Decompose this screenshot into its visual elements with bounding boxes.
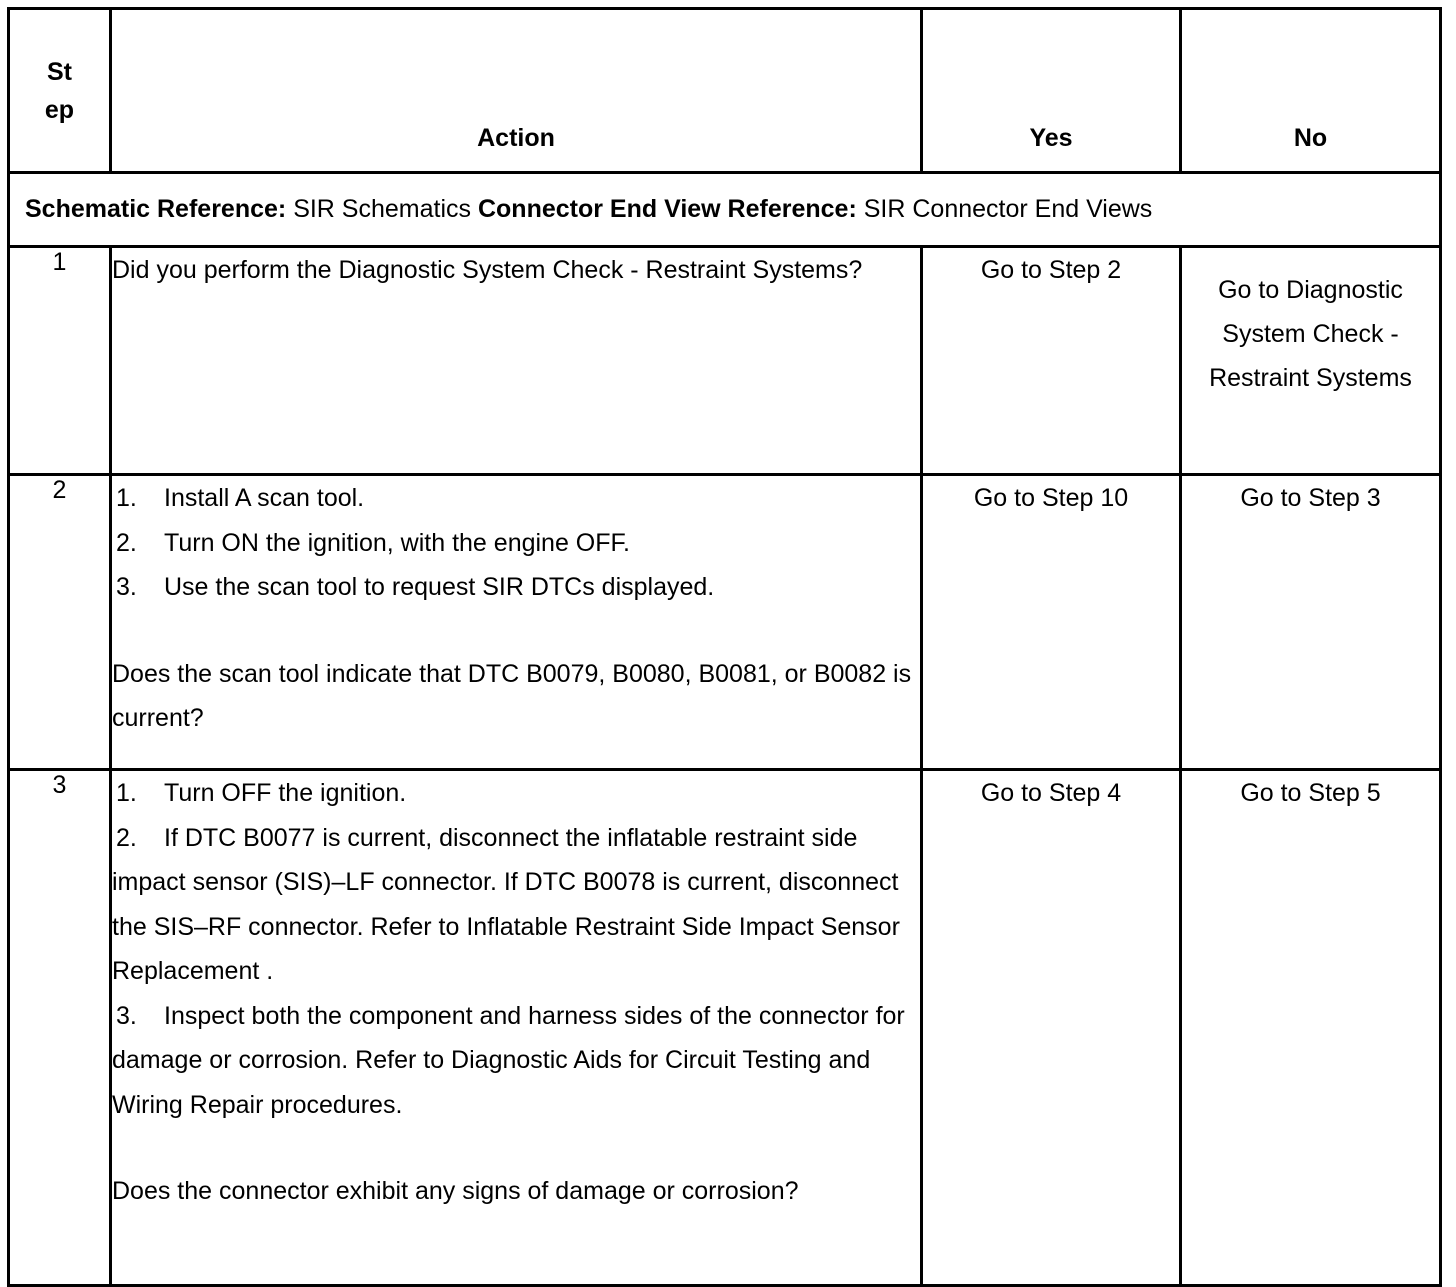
header-action: Action [111,9,922,173]
header-no: No [1181,9,1441,173]
yes-cell [922,247,1181,475]
list-item: 3. Inspect both the component and harness sides of the connector for damage or corrosion. Refer to Diagnostic Aids for Circuit Testing and Wiring Repair procedures. [112,1001,905,1119]
no-cell [1181,247,1441,475]
list-item-text: If DTC B0077 is current, disconnect the inflatable restraint side impact sensor (SIS)–LF connector. If DTC B0078 is current, disconnect the SIS–RF connector. Refer to Inflatable Restraint Side Impact Sensor Replacement . [112,823,900,985]
schematic-reference-label: Schematic Reference: [25,195,287,223]
yes-cell [922,475,1181,770]
list-item: 2. Turn ON the ignition, with the engine OFF. [116,528,630,557]
step-question: Does the scan tool indicate that DTC B0079, B0080, B0081, or B0082 is current? [112,659,912,732]
table-row [9,475,1441,770]
yes-cell [922,770,1181,1286]
table-header-row [9,9,1441,173]
list-item: 3. Use the scan tool to request SIR DTCs displayed. [116,573,715,601]
header-step [9,9,111,173]
reference-cell [9,173,1441,247]
connector-reference-label: Connector End View Reference: [477,195,857,223]
header-step-line1: St [47,57,72,86]
no-link[interactable]: Go to Step 5 [1240,779,1381,807]
list-item-text: Install A scan tool. [164,484,365,512]
reference-row [9,173,1441,247]
yes-link[interactable]: Go to Step 10 [973,484,1129,512]
list-item: 1. Install A scan tool. [116,484,365,512]
action-cell [111,247,922,475]
list-item: 2. If DTC B0077 is current, disconnect the inflatable restraint side impact sensor (SIS)–LF connector. If DTC B0078 is current, disconnect the SIS–RF connector. Refer to Inflatable Restraint Side Impact Sensor Replacement . [112,823,900,985]
yes-link[interactable]: Go to Step 4 [980,779,1122,807]
action-cell [111,475,922,770]
list-item-text: Turn OFF the ignition. [164,779,407,807]
no-link[interactable]: Go to Step 3 [1240,484,1381,512]
step-number: 1 [9,247,111,475]
schematic-reference-link[interactable]: SIR Schematics [293,195,472,223]
table-row [9,770,1441,1286]
diagnostic-table [7,7,1442,1287]
step-number: 3 [9,770,111,1286]
list-item-text: Use the scan tool to request SIR DTCs displayed. [164,573,715,601]
header-yes: Yes [922,9,1181,173]
list-item: 1. Turn OFF the ignition. [116,779,407,807]
yes-link[interactable]: Go to Step 2 [980,256,1122,284]
action-cell [111,770,922,1286]
list-item-text: Turn ON the ignition, with the engine OFF. [164,528,630,557]
action-text: Did you perform the Diagnostic System Check - Restraint Systems? [112,256,863,284]
no-link[interactable]: Go to Diagnostic System Check - Restraint Systems [1209,276,1412,392]
no-cell [1181,770,1441,1286]
header-step-line2: ep [44,95,75,124]
connector-reference-link[interactable]: SIR Connector End Views [863,195,1153,223]
table-row [9,247,1441,475]
step-question: Does the connector exhibit any signs of damage or corrosion? [112,1177,799,1205]
no-cell [1181,475,1441,770]
step-number: 2 [9,475,111,770]
list-item-text: Inspect both the component and harness sides of the connector for damage or corrosion. Refer to Diagnostic Aids for Circuit Testing and Wiring Repair procedures. [112,1001,905,1119]
